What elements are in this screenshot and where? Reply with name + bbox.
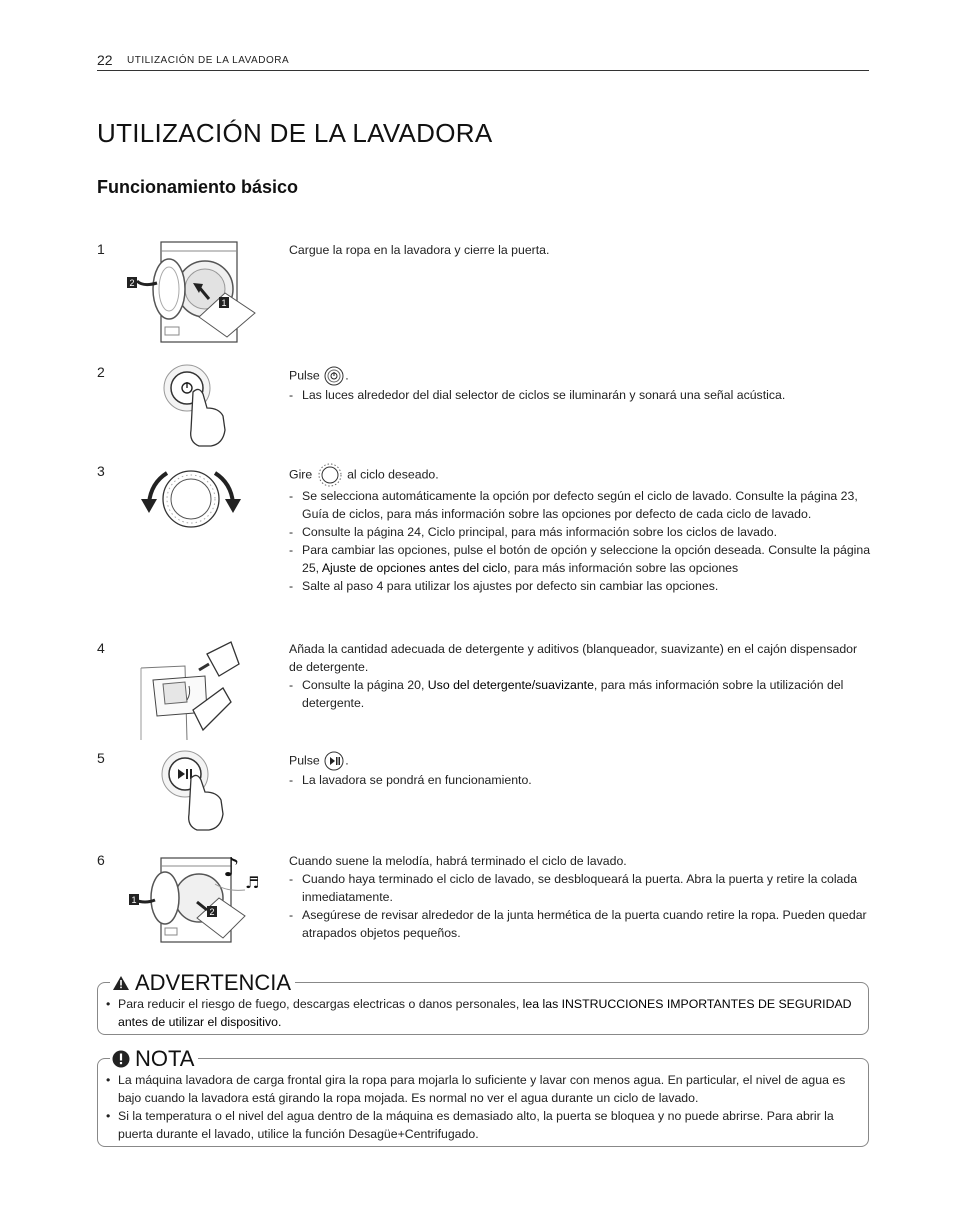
step-text: [289, 364, 871, 404]
step-bullets: [289, 676, 871, 712]
bullet-text: , para más información sobre la utilización del detergente.: [302, 678, 844, 710]
step-bullets: [289, 487, 871, 595]
step-bullets: [289, 386, 871, 404]
bullet-item: - Asegúrese de revisar alrededor de la junta hermética de la puerta cuando retire la ropa. Pueden quedar atrapados objetos pequeños.: [289, 906, 871, 942]
press-start-illustration: [127, 750, 267, 832]
svg-text:2: 2: [209, 907, 215, 917]
bullet-text: Consulte la página 20,: [302, 678, 425, 692]
warning-item: [98, 995, 868, 1031]
step-1: [97, 241, 869, 346]
step-number: 3: [97, 463, 105, 479]
warning-heading: [110, 971, 295, 995]
warning-triangle-icon: [112, 975, 130, 991]
bullet-item: [289, 676, 871, 712]
step-text: [289, 463, 871, 595]
bullet-item: - Cuando haya terminado el ciclo de lavado, se desbloqueará la puerta. Abra la puerta y retire la colada inmediatamente.: [289, 870, 871, 906]
svg-text:1: 1: [131, 895, 137, 905]
step-instruction: Cuando suene la melodía, habrá terminado el ciclo de lavado.: [289, 854, 627, 868]
step-bullets: [289, 771, 871, 789]
bullet-text: , para más información sobre las opciones: [507, 561, 739, 575]
warning-emphasis: lea las INSTRUCCIONES IMPORTANTES DE SEGURIDAD antes de utilizar el dispositivo.: [118, 997, 852, 1029]
svg-text:♪: ♪: [223, 853, 240, 883]
note-box: [97, 1046, 869, 1147]
step-number: 2: [97, 364, 105, 380]
warning-box: [97, 970, 869, 1035]
step-number: 5: [97, 750, 105, 766]
step-number: 6: [97, 852, 105, 868]
running-title: UTILIZACIÓN DE LA LAVADORA: [127, 55, 290, 66]
step-number: 4: [97, 640, 105, 656]
step-4: [97, 640, 869, 740]
step-instruction-lead: Gire: [289, 467, 313, 482]
step-2: [97, 364, 869, 449]
step-text: [289, 852, 871, 942]
step-bullets: [289, 870, 871, 942]
page-number: 22: [97, 52, 113, 68]
bullet-item: - Consulte la página 24, Ciclo principal, para más información sobre los ciclos de lavado.: [289, 523, 871, 541]
section-title: Funcionamiento básico: [97, 177, 299, 197]
cross-reference: Uso del detergente/suavizante: [427, 678, 594, 692]
warning-text: Para reducir el riesgo de fuego, descargas electricas o danos personales,: [118, 997, 520, 1011]
bullet-text: Para cambiar las opciones, pulse el botón de opción y seleccione la opción deseada. Consulte la página 25,: [302, 543, 871, 575]
step-text: [289, 640, 871, 712]
bullet-item: - La lavadora se pondrá en funcionamiento.: [289, 771, 871, 789]
bullet-item: - Las luces alrededor del dial selector de ciclos se iluminarán y sonará una señal acústica.: [289, 386, 871, 404]
bullet-item: - Se selecciona automáticamente la opción por defecto según el ciclo de lavado. Consulte la página 23, Guía de ciclos, para más información sobre las opciones por defecto de cada ciclo de lavado.: [289, 487, 871, 523]
turn-dial-illustration: [127, 463, 257, 533]
svg-text:♬: ♬: [245, 873, 260, 892]
svg-text:2: 2: [129, 278, 135, 288]
step-instruction-end: .: [345, 368, 349, 383]
note-title: NOTA: [135, 1046, 195, 1071]
press-power-illustration: [127, 364, 267, 450]
step-instruction: Cargue la ropa en la lavadora y cierre la puerta.: [289, 243, 550, 257]
power-button-icon: [324, 366, 344, 386]
bullet-item: - Salte al paso 4 para utilizar los ajustes por defecto sin cambiar las opciones.: [289, 577, 871, 595]
step-instruction-lead: Pulse: [289, 753, 320, 768]
step-instruction: Añada la cantidad adecuada de detergente y aditivos (blanqueador, suavizante) en el cajón dispensador de detergente.: [289, 642, 858, 674]
step-text: [289, 241, 871, 259]
load-laundry-illustration: [127, 241, 267, 345]
start-pause-button-icon: [324, 751, 344, 771]
warning-title: ADVERTENCIA: [135, 970, 292, 995]
unload-laundry-illustration: [127, 852, 267, 946]
step-instruction-end: al ciclo deseado.: [347, 467, 439, 482]
add-detergent-illustration: [127, 640, 247, 740]
note-list: [98, 1059, 868, 1143]
step-3: [97, 463, 869, 618]
page-title: UTILIZACIÓN DE LA LAVADORA: [97, 118, 493, 148]
cross-reference: Ajuste de opciones antes del ciclo: [321, 561, 508, 575]
dial-icon: [317, 463, 343, 487]
step-text: [289, 750, 871, 789]
step-6: [97, 852, 869, 947]
svg-text:1: 1: [221, 298, 227, 308]
exclamation-circle-icon: [112, 1050, 130, 1068]
note-heading: [110, 1047, 198, 1071]
step-number: 1: [97, 241, 105, 257]
note-item: • Si la temperatura o el nivel del agua dentro de la máquina es demasiado alto, la puerta se bloquea y no puede abrirse. Para abrir la puerta durante el lavado, utilice la función Desagüe+Centrifugado.: [98, 1107, 868, 1143]
step-5: [97, 750, 869, 832]
bullet-item: [289, 541, 871, 577]
step-instruction-lead: Pulse: [289, 368, 320, 383]
note-item: • La máquina lavadora de carga frontal gira la ropa para mojarla lo suficiente y lavar con menos agua. En particular, el nivel de agua es bajo cuando la lavadora está girando la ropa mojada. Es normal no ver el agua durante un ciclo de lavado.: [98, 1071, 868, 1107]
page-header: [97, 52, 869, 71]
step-instruction-end: .: [345, 753, 349, 768]
